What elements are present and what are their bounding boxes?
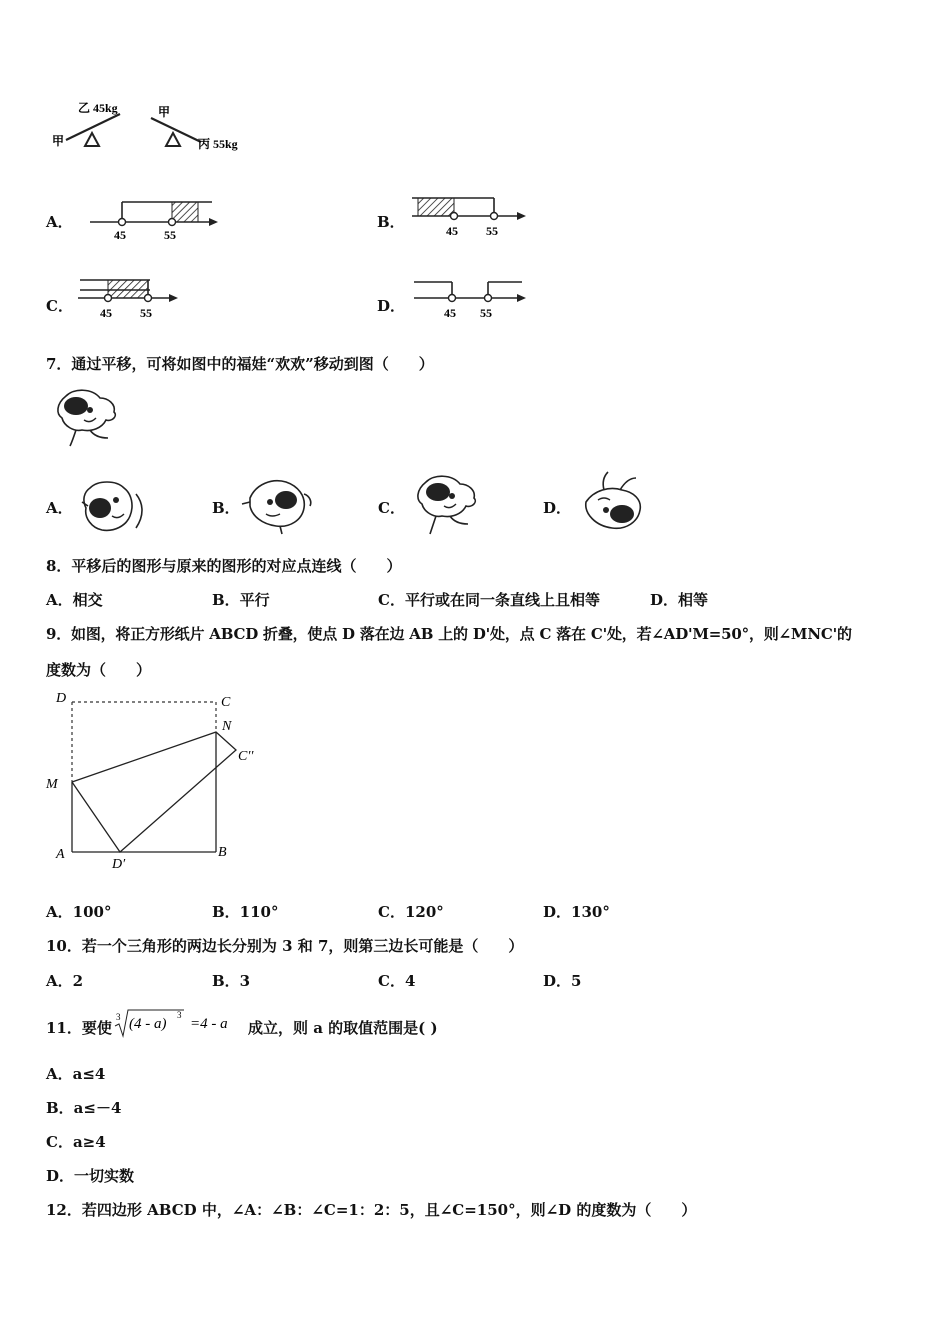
q6-option-a-letter[interactable]: A． <box>46 213 73 231</box>
q11-prefix: 11．要使 <box>46 1019 112 1037</box>
q6-option-b-letter[interactable]: B． <box>377 213 405 231</box>
q8-option-c[interactable]: C．平行或在同一条直线上且相等 <box>378 591 600 609</box>
q9-option-b[interactable]: B．110° <box>212 903 279 921</box>
q6-option-c-tick-55: 55 <box>140 306 152 320</box>
q6-option-b-number-line <box>408 192 534 244</box>
q9-option-c[interactable]: C．120° <box>378 903 444 921</box>
q6-option-c-number-line <box>74 276 186 328</box>
q11-suffix: 成立，则 a 的取值范围是( ) <box>248 1019 438 1037</box>
q9-option-d[interactable]: D．130° <box>543 903 610 921</box>
q6-option-c-letter[interactable]: C． <box>46 297 73 315</box>
q10-option-b[interactable]: B．3 <box>212 972 251 990</box>
q11-option-c[interactable]: C．a≥4 <box>46 1133 106 1151</box>
q11-formula <box>112 1004 248 1040</box>
label-a: A <box>56 847 65 862</box>
q11-option-b[interactable]: B．a≤－4 <box>46 1099 122 1117</box>
q7-option-b[interactable]: B． <box>212 499 240 517</box>
q10-option-c[interactable]: C．4 <box>378 972 416 990</box>
label-n: N <box>222 719 232 734</box>
q10-stem: 10．若一个三角形的两边长分别为 3 和 7，则第三边长可能是（ ） <box>46 937 524 955</box>
q6-option-c-tick-45: 45 <box>100 306 112 320</box>
q11-option-a[interactable]: A．a≤4 <box>46 1065 106 1083</box>
q7-option-a[interactable]: A． <box>46 499 73 517</box>
seesaw-figure <box>48 96 258 160</box>
q6-option-d-letter[interactable]: D． <box>377 297 406 315</box>
q6-option-d-number-line <box>410 276 534 328</box>
seesaw-left-low-label: 甲 <box>52 134 65 148</box>
q10-option-d[interactable]: D．5 <box>543 972 582 990</box>
q7-original-mascot-image <box>52 386 124 448</box>
q7-option-d[interactable]: D． <box>543 499 572 517</box>
q11-exponent: 3 <box>177 1010 182 1020</box>
q9-stem-line1: 9．如图，将正方形纸片 ABCD 折叠，使点 D 落在边 AB 上的 D'处，点 C 落在 C'处，若∠AD'M=50°，则∠MNC'的 <box>46 625 852 643</box>
label-b: B <box>218 845 227 860</box>
q9-fold-figure <box>40 686 270 872</box>
q7-option-d-mascot-image <box>574 470 648 534</box>
label-d: D <box>56 691 67 706</box>
q6-option-d-tick-45: 45 <box>444 306 456 320</box>
q11-root-index: 3 <box>116 1012 121 1022</box>
q7-option-b-mascot-image <box>240 474 316 536</box>
label-d-prime: D′ <box>112 857 126 872</box>
q6-option-b-tick-45: 45 <box>446 224 458 238</box>
q6-option-d-tick-55: 55 <box>480 306 492 320</box>
q8-stem: 8．平移后的图形与原来的图形的对应点连线（ ） <box>46 557 402 575</box>
q7-option-c[interactable]: C． <box>378 499 405 517</box>
q11-radicand: (4 - a) <box>129 1016 167 1032</box>
label-m: M <box>46 777 58 792</box>
q6-option-a-number-line <box>86 192 222 244</box>
q8-option-d[interactable]: D．相等 <box>650 591 709 609</box>
q8-option-a[interactable]: A．相交 <box>46 591 103 609</box>
seesaw-right-top-label: 甲 <box>158 105 171 119</box>
q12-stem: 12．若四边形 ABCD 中，∠A：∠B：∠C=1：2：5，且∠C=150°，则∠D 的度数为（ ） <box>46 1201 697 1219</box>
q10-option-a[interactable]: A．2 <box>46 972 84 990</box>
label-c: C <box>221 695 231 710</box>
q6-option-a-tick-55: 55 <box>164 228 176 242</box>
q7-option-c-mascot-image <box>412 472 484 536</box>
q6-option-b-tick-55: 55 <box>486 224 498 238</box>
q7-option-a-mascot-image <box>78 476 150 538</box>
q7-stem: 7．通过平移，可将如图中的福娃“欢欢”移动到图（ ） <box>46 355 434 373</box>
q9-stem-line2: 度数为（ ） <box>46 661 152 679</box>
q8-option-b[interactable]: B．平行 <box>212 591 270 609</box>
q11-option-d[interactable]: D．一切实数 <box>46 1167 135 1185</box>
seesaw-left-top-label: 乙 45kg <box>78 101 118 115</box>
q6-option-a-tick-45: 45 <box>114 228 126 242</box>
q11-rhs: =4 - a <box>190 1016 228 1032</box>
q9-option-a[interactable]: A．100° <box>46 903 112 921</box>
label-c-prime: C′′ <box>238 749 254 764</box>
seesaw-right-low-label: 丙 55kg <box>198 137 238 151</box>
